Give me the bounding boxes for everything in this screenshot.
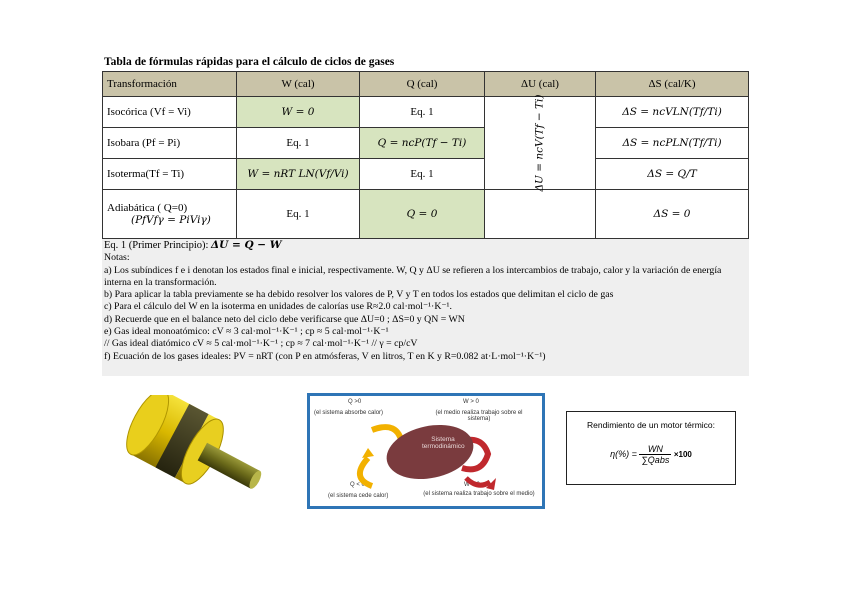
q-neg-desc: (el sistema cede calor) [328,493,389,499]
cell-w: W = 0 [237,97,360,128]
note-a: a) Los subíndices f e i denotan los estados final e inicial, respectivamente. W, Q y ΔU se refieren a los intercambios de trabajo, calor y la variación de energía interna en la transformación. [104,264,722,288]
note-b: b) Para aplicar la tabla previamente se ha debido resolver los valores de P, V y T en todos los estados que delimitan el ciclo de gas [104,289,614,301]
rendimiento-fraction [639,444,671,465]
row-label: Isoterma(Tf = Ti) [103,159,237,190]
rendimiento-den: ∑Qabs [641,455,670,465]
col-transformacion: Transformación [103,72,237,97]
note-f: f) Ecuación de los gases ideales: PV = nRT (con P en atmósferas, V en litros, T en K y R=0.082 at·L·mol⁻¹·K⁻¹) [104,350,546,362]
w-neg-label: W > 0 [464,482,480,488]
row-label: Isobara (Pf = Pi) [103,128,237,159]
w-pos-desc: (el medio realiza trabajo sobre el sistema) [435,410,523,422]
note-d: d) Recuerde que en el balance neto del ciclo debe verificarse que ΔU=0 ; ΔS=0 y QN = WN [104,313,465,325]
cell-du-empty [485,190,596,239]
table-title: Tabla de fórmulas rápidas para el cálculo de ciclos de gases [104,56,395,68]
cell-q: Q = ncP(Tf − Ti) [360,128,485,159]
cell-ds: ΔS = ncPLN(Tf/Ti) [596,128,749,159]
rendimiento-lhs: η(%) = [610,448,637,459]
table-row [103,97,749,128]
note-c: c) Para el cálculo del W en la isoterma en unidades de calorías use R≈2.0 cal·mol⁻¹·K⁻¹. [104,301,452,313]
system-label: Sistema termodinámico [422,436,465,450]
cell-ds: ΔS = 0 [596,190,749,239]
cell-ds: ΔS = ncVLN(Tf/Ti) [596,97,749,128]
cell-q: Eq. 1 [360,159,485,190]
row-label-main: Adiabática ( Q=0) [107,202,188,214]
du-formula: ΔU = ncV(Tf − Ti) [534,94,546,192]
diagram-graphics [310,396,542,506]
table-header-row [103,72,749,97]
formula-table [102,71,749,239]
col-du: ΔU (cal) [485,72,596,97]
rendimiento-num: WN [639,444,671,455]
cell-q: Eq. 1 [360,97,485,128]
cell-w: Eq. 1 [237,128,360,159]
cell-w: Eq. 1 [237,190,360,239]
row-label-sub: (PfVfγ = PiViγ) [131,214,211,226]
col-w: W (cal) [237,72,360,97]
eq1-line [104,239,747,252]
col-q: Q (cal) [360,72,485,97]
rendimiento-box [566,411,736,485]
thermo-sign-diagram [307,393,545,509]
table-row [103,128,749,159]
cell-du [485,94,596,192]
q-pos-label: Q >0 [348,399,362,405]
cell-q: Q = 0 [360,190,485,239]
row-label: Isocórica (Vf = Vi) [103,97,237,128]
rendimiento-title: Rendimiento de un motor térmico: [586,420,716,430]
eq1-formula: ΔU = Q − W [211,239,282,251]
row-label [103,190,237,239]
rendimiento-rhs: ×100 [673,449,692,459]
w-pos-label: W > 0 [463,399,479,405]
cell-ds: ΔS = Q/T [596,159,749,190]
q-neg-label: Q < 0 [350,482,365,488]
q-pos-desc: (el sistema absorbe calor) [314,410,384,416]
piston-cylinder-illustration [120,395,280,505]
table-row [103,159,749,190]
w-neg-desc: (el sistema realiza trabajo sobre el medio) [423,491,535,497]
rendimiento-formula [567,444,735,465]
notes-block [102,239,749,376]
table-row [103,190,749,239]
note-e2: // Gas ideal diatómico cV ≈ 5 cal·mol⁻¹·K⁻¹ ; cp ≈ 7 cal·mol⁻¹·K⁻¹ // γ = cp/cV [104,338,418,350]
notes-header: Notas: [104,252,130,264]
eq1-label: Eq. 1 (Primer Principio): [104,240,212,251]
col-ds: ΔS (cal/K) [596,72,749,97]
cell-w: W = nRT LN(Vf/Vi) [237,159,360,190]
note-e: e) Gas ideal monoatómico: cV ≈ 3 cal·mol⁻¹·K⁻¹ ; cp ≈ 5 cal·mol⁻¹·K⁻¹ [104,326,389,338]
